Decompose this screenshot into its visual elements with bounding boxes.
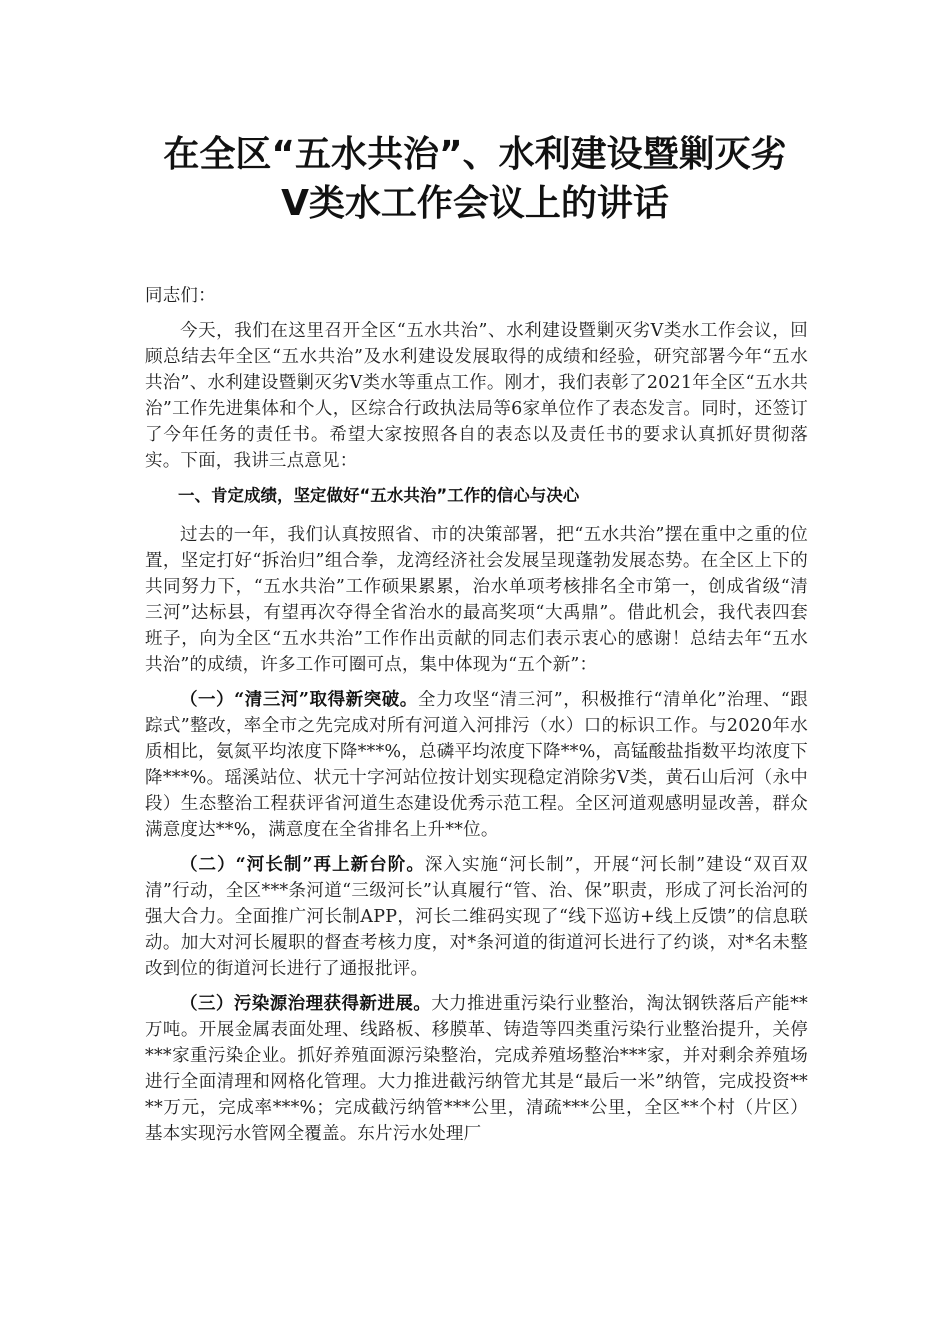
- item-1-paragraph: [145, 687, 808, 843]
- item-1-text: 全力攻坚“清三河”，积极推行“清单化”治理、“跟踪式”整改，率全市之先完成对所有河道入河排污（水）口的标识工作。与2020年水质相比，氨氮平均浓度下降***%，总磷平均浓度下降**%，高锰酸盐指数平均浓度下降***%。瑶溪站位、状元十字河站位按计划实现稳定消除劣Ⅴ类，黄石山后河（永中段）生态整治工程获评省河道生态建设优秀示范工程。全区河道观感明显改善，群众满意度达**%，满意度在全省排名上升**位。: [145, 690, 809, 840]
- item-3-lead: （三）污染源治理获得新进展。: [180, 994, 432, 1014]
- item-2-text: 深入实施“河长制”，开展“河长制”建设“双百双清”行动，全区***条河道“三级河长”认真履行“管、治、保”职责，形成了河长治河的强大合力。全面推广河长制APP，河长二维码实现了“线下巡访+线上反馈”的信息联动。加大对河长履职的督查考核力度，对*条河道的街道河长进行了约谈，对*名未整改到位的街道河长进行了通报批评。: [145, 855, 808, 979]
- item-3-text: 大力推进重污染行业整治，淘汰钢铁落后产能**万吨。开展金属表面处理、线路板、移膜革、铸造等四类重污染行业整治提升，关停***家重污染企业。抓好养殖面源污染整治，完成养殖场整治***家，并对剩余养殖场进行全面清理和网格化管理。大力推进截污纳管尤其是“最后一米”纳管，完成投资****万元，完成率***%；完成截污纳管***公里，清疏***公里，全区**个村（片区）基本实现污水管网全覆盖。东片污水处理厂: [145, 994, 808, 1144]
- section-1-paragraph: 过去的一年，我们认真按照省、市的决策部署，把“五水共治”摆在重中之重的位置，坚定打好“拆治归”组合拳，龙湾经济社会发展呈现蓬勃发展态势。在全区上下的共同努力下，“五水共治”工作硕果累累，治水单项考核排名全市第一，创成省级“清三河”达标县，有望再次夺得全省治水的最高奖项“大禹鼎”。借此机会，我代表四套班子，向为全区“五水共治”工作作出贡献的同志们表示衷心的感谢！总结去年“五水共治”的成绩，许多工作可圈可点，集中体现为“五个新”：: [145, 525, 808, 675]
- document-title: [100, 130, 850, 228]
- intro-paragraph: 今天，我们在这里召开全区“五水共治”、水利建设暨剿灭劣Ⅴ类水工作会议，回顾总结去年全区“五水共治”及水利建设发展取得的成绩和经验，研究部署今年“五水共治”、水利建设暨剿灭劣Ⅴ类水等重点工作。刚才，我们表彰了2021年全区“五水共治”工作先进集体和个人，区综合行政执法局等6家单位作了表态发言。同时，还签订了今年任务的责任书。希望大家按照各自的表态以及责任书的要求认真抓好贯彻落实。下面，我讲三点意见：: [145, 321, 808, 471]
- title-line-1: 在全区“五水共治”、水利建设暨剿灭劣: [163, 134, 787, 175]
- item-3-paragraph: [145, 991, 808, 1147]
- item-2-lead: （二）“河长制”再上新台阶。: [180, 855, 425, 875]
- title-line-2: Ⅴ类水工作会议上的讲话: [281, 183, 669, 224]
- document-body: [145, 283, 808, 1156]
- greeting: 同志们：: [145, 286, 216, 306]
- item-1-lead: （一）“清三河”取得新突破。: [180, 690, 418, 710]
- item-2-paragraph: [145, 852, 808, 982]
- section-1-heading: 一、肯定成绩，坚定做好“五水共治”工作的信心与决心: [178, 486, 580, 505]
